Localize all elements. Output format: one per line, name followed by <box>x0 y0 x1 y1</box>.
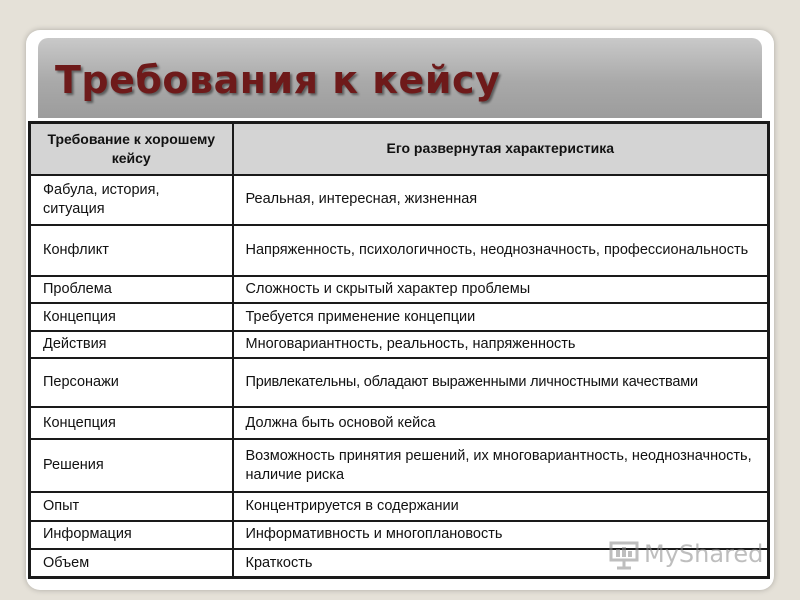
cell-description: Реальная, интересная, жизненная <box>233 175 769 226</box>
requirements-table <box>28 121 770 579</box>
cell-requirement: Концепция <box>30 303 233 330</box>
table-row <box>30 303 769 330</box>
table-row <box>30 276 769 303</box>
cell-requirement: Персонажи <box>30 358 233 407</box>
watermark <box>608 538 768 572</box>
table-row <box>30 407 769 439</box>
cell-description: Информативность и многоплановость <box>233 521 769 549</box>
cell-description: Возможность принятия решений, их многовариантность, неоднозначность, наличие риска <box>233 439 769 492</box>
cell-requirement: Фабула, история, ситуация <box>30 175 233 226</box>
requirements-table-wrap <box>28 121 773 579</box>
cell-description: Привлекательны, обладают выраженными личностными качествами <box>233 358 769 407</box>
cell-description: Концентрируется в содержании <box>233 492 769 520</box>
cell-description: Должна быть основой кейса <box>233 407 769 439</box>
table-header-row <box>30 123 769 175</box>
header-requirement: Требование к хорошему кейсу <box>30 123 233 175</box>
cell-requirement: Проблема <box>30 276 233 303</box>
cell-requirement: Конфликт <box>30 225 233 276</box>
table-row <box>30 358 769 407</box>
cell-description: Многовариантность, реальность, напряженность <box>233 331 769 358</box>
presentation-board-icon <box>608 538 640 570</box>
table-row <box>30 331 769 358</box>
cell-description: Требуется применение концепции <box>233 303 769 330</box>
cell-requirement: Опыт <box>30 492 233 520</box>
cell-requirement: Информация <box>30 521 233 549</box>
table-row <box>30 439 769 492</box>
cell-requirement: Объем <box>30 549 233 577</box>
table-row <box>30 225 769 276</box>
cell-description: Краткость <box>233 549 769 577</box>
slide-title: Требования к кейсу <box>55 58 501 102</box>
table-row <box>30 175 769 226</box>
cell-description: Сложность и скрытый характер проблемы <box>233 276 769 303</box>
cell-requirement: Концепция <box>30 407 233 439</box>
header-description: Его развернутая характеристика <box>233 123 769 175</box>
watermark-text: MyShared <box>644 540 764 568</box>
cell-requirement: Решения <box>30 439 233 492</box>
cell-description: Напряженность, психологичность, неоднозначность, профессиональность <box>233 225 769 276</box>
cell-requirement: Действия <box>30 331 233 358</box>
table-row <box>30 492 769 520</box>
